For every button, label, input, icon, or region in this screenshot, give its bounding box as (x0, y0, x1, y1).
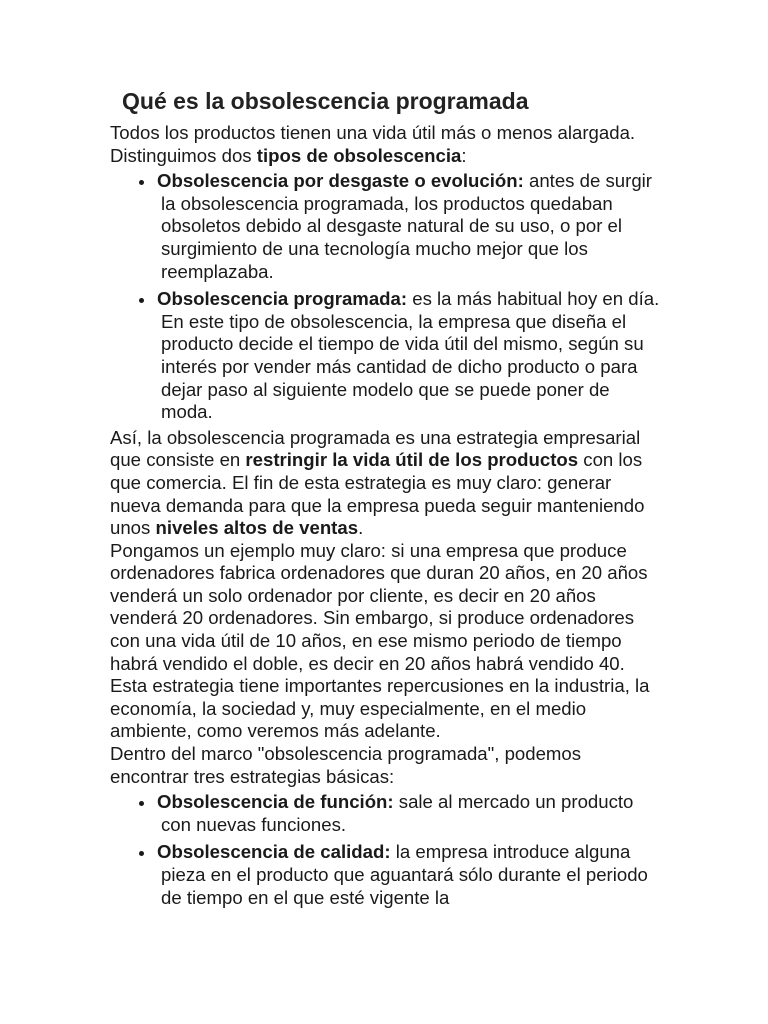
list-item-term: Obsolescencia programada: (157, 288, 408, 310)
definition-part2: con los que comercia. El fin de esta estrategia es muy claro: generar nueva demanda para que la empresa pueda seguir manteniendo unos (110, 449, 645, 539)
list-item-term: Obsolescencia de función: (157, 791, 394, 813)
bullet-icon (139, 298, 144, 303)
list-item-term: Obsolescencia de calidad: (157, 841, 391, 863)
list-item (110, 170, 662, 283)
strategies-intro-paragraph: Dentro del marco "obsolescencia programada", podemos encontrar tres estrategias básicas: (110, 743, 582, 787)
bullet-icon (139, 180, 144, 185)
intro-bold: tipos de obsolescencia (256, 144, 462, 166)
bullet-icon (139, 851, 144, 856)
list-item-text: la empresa introduce alguna pieza en el producto que aguantará sólo durante el periodo de tiempo en el que esté vigente la (161, 841, 648, 908)
document-page (110, 86, 662, 912)
list-item (110, 841, 662, 909)
impact-paragraph: Esta estrategia tiene importantes repercusiones en la industria, la economía, la sociedad y, muy especialmente, en el medio ambiente, como veremos más adelante. (110, 675, 650, 742)
definition-paragraph (110, 427, 662, 540)
definition-part1: Así, la obsolescencia programada es una estrategia empresarial que consiste en (110, 426, 641, 471)
list-item-text: antes de surgir la obsolescencia programada, los productos quedaban obsoletos debido al desgaste natural de su uso, o por el surgimiento de una tecnología mucho mejor que los reemplazaba. (161, 170, 652, 282)
list-item (110, 288, 662, 424)
list-item-text: es la más habitual hoy en día. En este tipo de obsolescencia, la empresa que diseña el producto decide el tiempo de vida útil del mismo, según su interés por vender más cantidad de dicho producto o para dejar paso al siguiente modelo que se puede poner de moda. (161, 288, 660, 423)
definition-bold2: niveles altos de ventas (155, 517, 359, 539)
obsolescence-types-list (110, 170, 662, 424)
page-title: Qué es la obsolescencia programada (122, 88, 529, 114)
definition-bold1: restringir la vida útil de los productos (245, 449, 579, 471)
bullet-icon (139, 801, 144, 806)
strategies-list (110, 791, 662, 909)
list-item-term: Obsolescencia por desgaste o evolución: (157, 170, 524, 192)
list-item-text: sale al mercado un producto con nuevas funciones. (161, 791, 634, 835)
definition-part3: . (358, 517, 364, 539)
intro-paragraph (110, 122, 662, 167)
intro-text: Todos los productos tienen una vida útil más o menos alargada. Distinguimos dos (110, 122, 636, 166)
example-paragraph: Pongamos un ejemplo muy claro: si una empresa que produce ordenadores fabrica ordenadores que duran 20 años, en 20 años venderá un solo ordenador por cliente, es decir en 20 años venderá 20 ordenadores. Sin embargo, si produce ordenadores con una vida útil de 10 años, en ese mismo periodo de tiempo habrá vendido el doble, es decir en 20 años habrá vendido 40. (110, 539, 648, 674)
list-item (110, 791, 662, 836)
intro-end: : (461, 144, 467, 166)
